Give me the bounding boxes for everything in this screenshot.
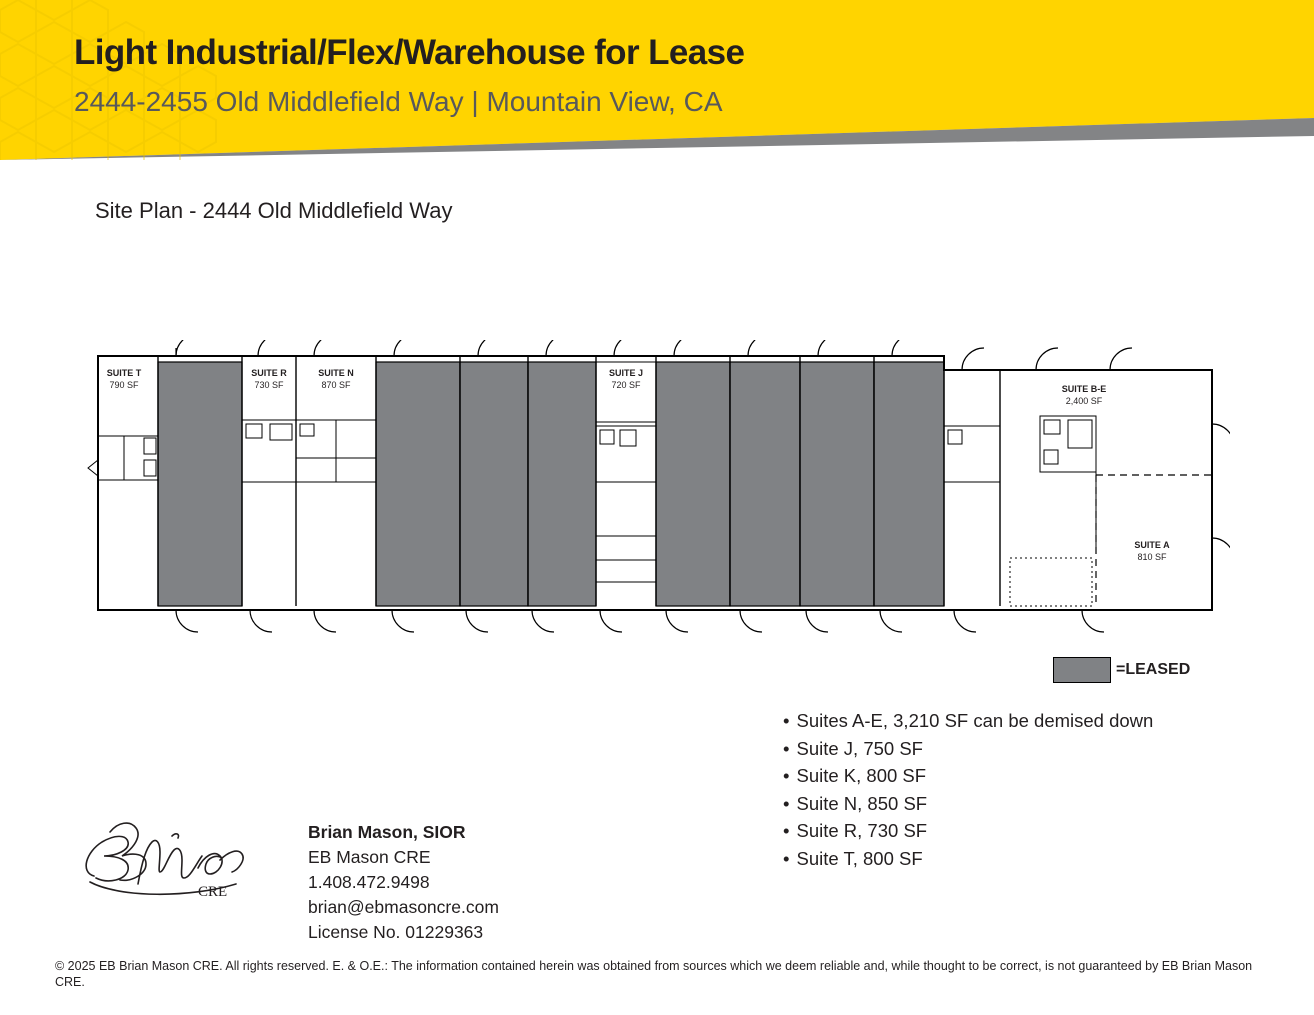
bullet-dot-icon: • [783,847,790,869]
suite-label-name: SUITE N [318,368,354,378]
contact-email[interactable]: brian@ebmasoncre.com [308,897,499,917]
list-item [783,817,1243,845]
legend-leased-swatch [1053,657,1111,683]
contact-name: Brian Mason, SIOR [308,822,466,842]
suite-label-name: SUITE B-E [1061,384,1107,394]
contact-license: License No. 01229363 [308,922,484,942]
list-item [783,707,1243,735]
list-item-label: Suite N, 850 SF [796,792,928,814]
contact-phone[interactable]: 1.408.472.9498 [308,872,430,892]
door-swings-bottom [176,610,1104,632]
list-item-label: Suite K, 800 SF [796,765,927,786]
legend [1053,657,1190,683]
suite-label-name: SUITE J [608,368,644,378]
suite-label-size: 730 SF [254,380,284,390]
list-item [783,790,1243,818]
availability-list [783,707,1243,872]
section-title: Site Plan - 2444 Old Middlefield Way [95,198,453,223]
suite-label-name: SUITE A [1134,540,1170,550]
door-swings-right [1212,400,1230,560]
suite-label-size: 810 SF [1137,552,1167,562]
hexagon-pattern-icon [0,0,230,160]
leased-units [158,362,944,606]
bullet-dot-icon: • [783,820,790,841]
suite-label-name: SUITE T [106,368,142,378]
page-subtitle: 2444-2455 Old Middlefield Way | Mountain View, CA [74,86,723,117]
suite-label-size: 2,400 SF [1065,396,1103,406]
suite-label-size: 790 SF [109,380,139,390]
legend-leased-label: =LEASED [1116,661,1191,678]
list-item-label: Suite R, 730 SF [796,820,928,841]
bullet-dot-icon: • [783,710,790,731]
suite-label-size: 870 SF [321,380,351,390]
footer-disclaimer: © 2025 EB Brian Mason CRE. All rights reserved. E. & O.E.: The information contained herein was obtained from sources which we deem reliable and, while thought to be correct, is not guaranteed by EB Brian Mason CRE. [55,959,1253,989]
signature-mark [60,812,280,902]
bullet-dot-icon: • [783,765,790,786]
bullet-dot-icon: • [783,792,790,814]
contact-block [308,820,499,945]
suite-labels [107,368,1170,562]
list-item-label: Suites A-E, 3,210 SF can be demised down [796,710,1154,731]
page-title: Light Industrial/Flex/Warehouse for Lease [74,33,745,72]
list-item-label: Suite T, 800 SF [796,847,923,869]
list-item [783,845,1243,873]
list-item [783,735,1243,763]
list-item-label: Suite J, 750 SF [796,737,923,759]
site-plan-drawing [80,340,1230,640]
contact-company: EB Mason CRE [308,847,431,867]
bullet-dot-icon: • [783,737,790,759]
page-header [0,0,1314,160]
signature-initials: CRE [198,884,228,900]
list-item [783,762,1243,790]
suite-label-size: 720 SF [611,380,641,390]
suite-label-name: SUITE R [251,368,287,378]
